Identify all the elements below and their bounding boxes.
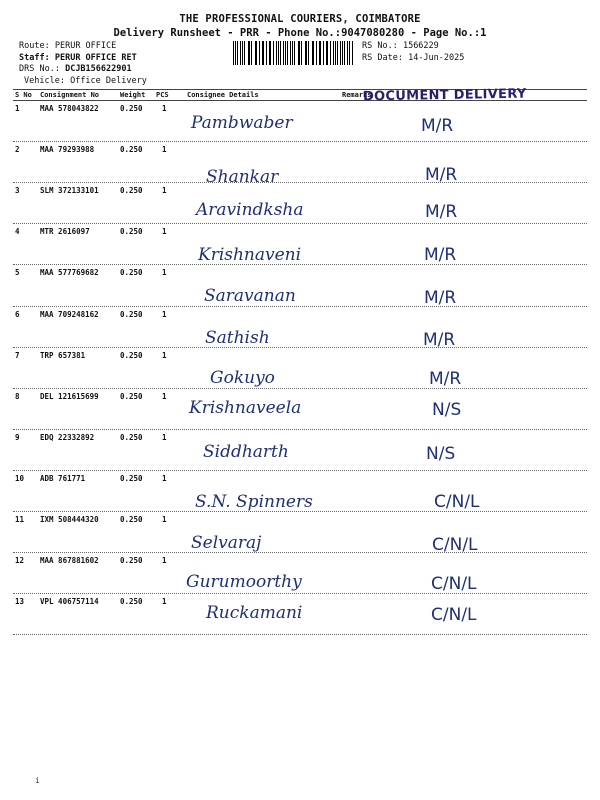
row-remark: M/R [429,368,462,389]
row-divider [13,470,587,471]
row-remark: N/S [426,443,456,464]
barcode-bar [251,41,252,65]
row-pcs: 1 [162,432,167,442]
barcode-bar [333,41,334,65]
row-consignee-signature: Krishnaveela [189,397,302,418]
row-pcs: 1 [162,186,167,196]
barcode-bar [270,41,271,65]
barcode-bar [323,41,324,65]
barcode-bar [263,41,264,65]
row-remark: M/R [424,288,457,309]
row-divider [13,141,587,142]
row-consignment-no: MAA 867881602 [40,556,99,566]
row-consignment-no: TRP 657381 [40,350,86,360]
barcode-bar [330,41,331,65]
row-sno: 1 [15,104,20,113]
row-consignee-signature: Gokuyo [210,367,275,388]
row-divider [13,511,587,512]
barcode-bar [287,41,288,65]
row-weight: 0.250 [120,350,143,360]
row-consignee-signature: Krishnaveni [198,245,302,266]
row-consignee-signature: Shankar [206,167,279,188]
row-remark: N/S [432,399,462,420]
row-consignee-signature: Aravindksha [196,200,304,221]
row-consignment-no: MAA 578043822 [40,104,99,113]
rs-details [362,41,464,64]
row-divider [13,388,587,389]
barcode-bar [233,41,234,65]
row-sno: 10 [15,473,25,483]
row-pcs: 1 [162,556,167,566]
rs-date-label: RS Date: [362,52,403,63]
drs-label: DRS No.: [19,64,60,74]
row-divider [13,306,587,307]
barcode-bar [340,41,341,65]
row-pcs: 1 [162,515,167,524]
route-details [19,41,147,87]
row-consignment-no: EDQ 22332892 [40,432,95,442]
row-sno: 13 [15,597,25,607]
staff-label: Staff: [19,52,50,63]
row-pcs: 1 [162,104,167,113]
row-remark: C/N/L [431,605,477,626]
rs-no-label: RS No.: [362,41,398,51]
row-consignee-signature: Selvaraj [191,533,262,553]
row-pcs: 1 [162,227,167,237]
row-pcs: 1 [162,350,167,360]
row-pcs: 1 [162,309,167,319]
barcode-bar [244,41,245,65]
row-weight: 0.250 [120,515,143,524]
row-weight: 0.250 [120,597,143,607]
header-sno: S No [15,91,32,99]
header-consignment: Consignment No [40,91,100,99]
route-label: Route: [19,41,50,51]
row-consignee-signature: Ruckamani [206,603,303,624]
row-sno: 6 [15,309,20,319]
row-pcs: 1 [162,145,167,155]
runsheet-subtitle: Delivery Runsheet - PRR - Phone No.:9047080280 - Page No.:1 [113,27,487,39]
header-weight: Weight [120,91,146,99]
row-pcs: 1 [162,391,167,401]
row-remark: C/N/L [434,491,480,512]
row-remark: C/N/L [432,535,478,555]
drs-value: DCJB156622901 [65,64,132,74]
row-consignment-no: MAA 709248162 [40,309,99,319]
row-sno: 3 [15,186,20,196]
barcode-image [233,41,355,65]
barcode-bar [305,41,306,65]
staff-value: PERUR OFFICE RET [54,52,137,63]
row-consignee-signature: Pambwaber [191,113,293,133]
row-weight: 0.250 [120,391,143,401]
row-weight: 0.250 [120,473,143,483]
header-remarks: Remarks [342,91,372,99]
barcode-bar [256,41,257,65]
row-consignment-no: IXM 508444320 [40,515,99,524]
row-weight: 0.250 [120,104,143,113]
row-sno: 8 [15,391,20,401]
rs-no-value: 1566229 [402,41,439,51]
row-sno: 2 [15,145,20,155]
route-value: PERUR OFFICE [54,41,117,51]
row-consignment-no: SLM 372133101 [40,186,99,196]
row-divider [13,593,587,594]
row-weight: 0.250 [120,186,143,196]
row-sno: 5 [15,268,20,278]
runsheet-title: THE PROFESSIONAL COURIERS, COIMBATORE [179,13,421,25]
row-remark: M/R [423,329,456,350]
row-consignment-no: MAA 79293988 [40,145,95,155]
row-divider [13,223,587,224]
row-consignment-no: MAA 577769682 [40,268,99,278]
row-weight: 0.250 [120,227,143,237]
row-weight: 0.250 [120,145,143,155]
row-sno: 4 [15,227,20,237]
rs-date-value: 14-Jun-2025 [408,52,465,63]
row-divider [13,552,587,553]
row-consignee-signature: Gurumoorthy [186,572,302,593]
row-divider [13,347,587,348]
row-divider [13,264,587,265]
row-sno: 7 [15,350,20,360]
footer-mark: i [35,776,40,785]
barcode-bar [312,41,313,65]
row-sno: 9 [15,432,20,442]
vehicle-value: Office Delivery [70,75,147,86]
vehicle-label: Vehicle: [24,75,65,86]
header-consignee: Consignee Details [187,91,259,99]
row-sno: 12 [15,556,25,566]
row-remark: M/R [425,165,458,186]
row-remark: C/N/L [431,574,477,595]
row-remark: M/R [425,202,458,223]
row-pcs: 1 [162,473,167,483]
row-divider [13,429,587,430]
barcode-bar [292,41,293,65]
row-consignee-signature: Siddharth [203,441,289,462]
row-remark: M/R [424,245,457,266]
row-consignee-signature: Saravanan [204,286,296,307]
row-consignee-signature: S.N. Spinners [195,491,313,512]
row-consignment-no: MTR 2616097 [40,227,90,237]
barcode-bar [280,41,281,65]
row-consignment-no: VPL 406757114 [40,597,99,607]
row-pcs: 1 [162,268,167,278]
barcode-bar [316,41,317,65]
row-weight: 0.250 [120,268,143,278]
document-delivery-stamp: DOCUMENT DELIVERY [362,86,527,105]
header-pcs: PCS [156,91,169,99]
barcode-bar [299,41,300,65]
row-weight: 0.250 [120,309,143,319]
row-divider [13,634,587,635]
row-weight: 0.250 [120,432,143,442]
row-consignment-no: DEL 121615699 [40,391,99,401]
row-divider [13,182,587,183]
barcode-bar [240,41,241,65]
row-remark: M/R [421,116,454,136]
row-consignment-no: ADB 761771 [40,473,86,483]
barcode-bar [349,41,350,65]
barcode-bar [273,41,274,65]
row-consignee-signature: Sathish [205,327,270,348]
row-weight: 0.250 [120,556,143,566]
row-sno: 11 [15,515,25,524]
barcode-bar [347,41,348,65]
row-pcs: 1 [162,597,167,607]
